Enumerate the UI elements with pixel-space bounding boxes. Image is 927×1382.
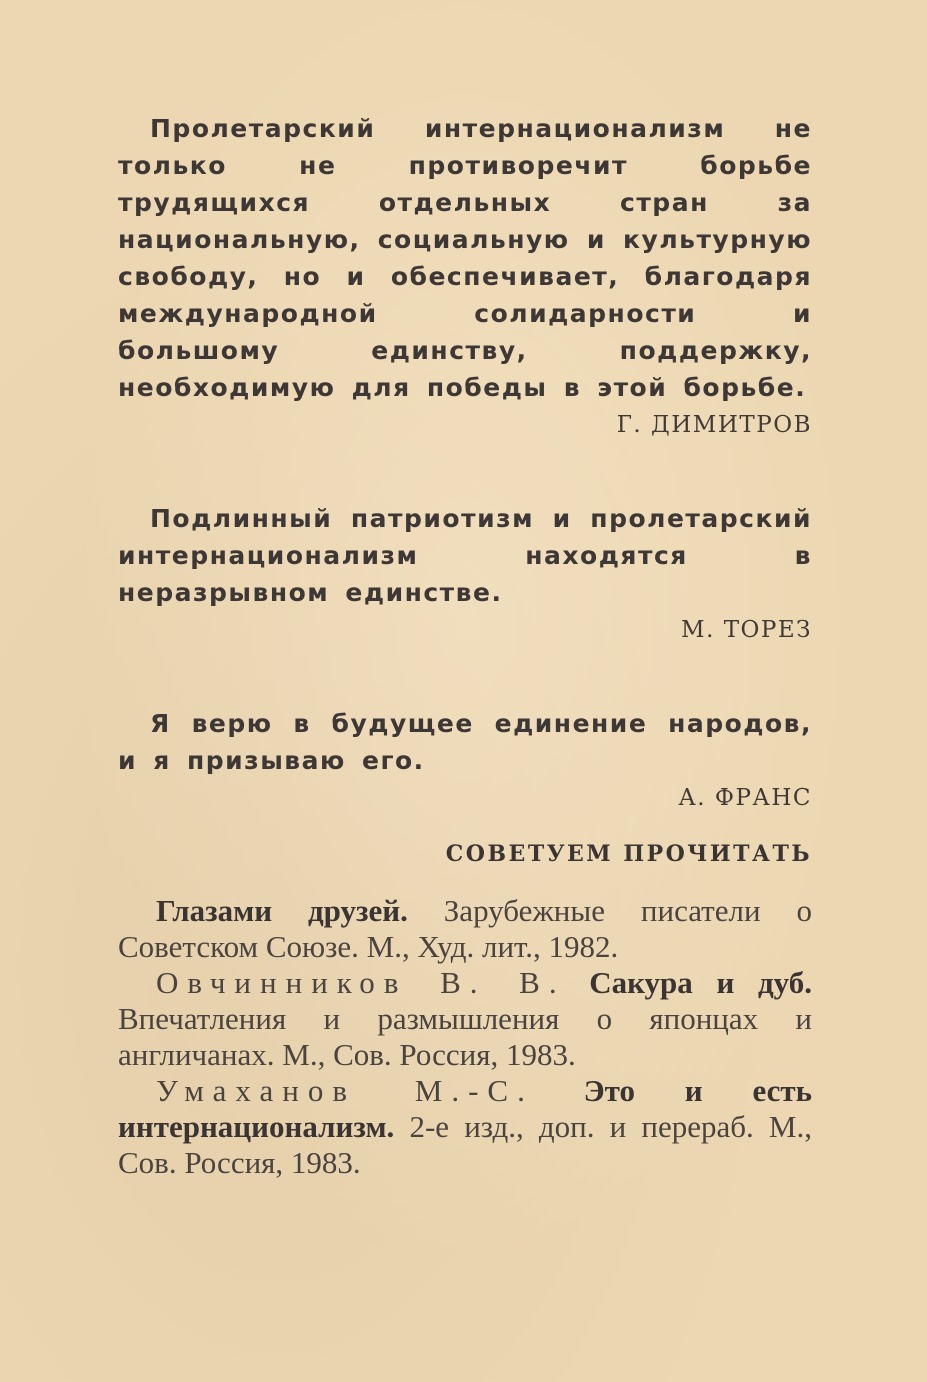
book-1-details: Зарубежные писатели о Советском Союзе. М., Худ. лит., 1982. bbox=[118, 893, 812, 964]
quote-dimitrov-text: Пролетарский интернационализм не только не противоречит борьбе трудящихся отдельных стран за национальную, социальную и культурную свободу, но и обеспечивает, благодаря международной солидарности и большому единству, поддержку, необходимую для победы в этой борьбе. bbox=[118, 114, 812, 402]
page-content bbox=[118, 110, 812, 1181]
book-3-title: Это и есть интернационализм. bbox=[118, 1073, 812, 1144]
book-entry-1 bbox=[118, 893, 812, 965]
book-entry-2 bbox=[118, 965, 812, 1073]
book-3-author: Умаханов М.-С. bbox=[156, 1073, 534, 1108]
book-2-author: Овчинников В. В. bbox=[156, 965, 566, 1000]
quote-dimitrov-author: Г. ДИМИТРОВ bbox=[616, 412, 812, 438]
book-1-title: Глазами друзей. bbox=[156, 893, 408, 928]
book-2-title: Сакура и дуб. bbox=[589, 965, 812, 1000]
book-3-details: 2-е изд., доп. и перераб. М., Сов. Россия, 1983. bbox=[118, 1109, 812, 1180]
quote-france-text: Я верю в будущее единение народов, и я призываю его. bbox=[118, 709, 812, 775]
quote-france-author: А. ФРАНС bbox=[678, 785, 812, 811]
quote-thorez-text: Подлинный патриотизм и пролетарский интернационализм находятся в неразрывном единстве. bbox=[118, 504, 812, 607]
book-entry-3 bbox=[118, 1073, 812, 1181]
quote-thorez-author: М. ТОРЕЗ bbox=[681, 617, 812, 643]
book-2-details: Впечатления и размышления о японцах и англичанах. М., Сов. Россия, 1983. bbox=[118, 1001, 812, 1072]
reading-section-title: СОВЕТУЕМ ПРОЧИТАТЬ bbox=[445, 841, 812, 867]
